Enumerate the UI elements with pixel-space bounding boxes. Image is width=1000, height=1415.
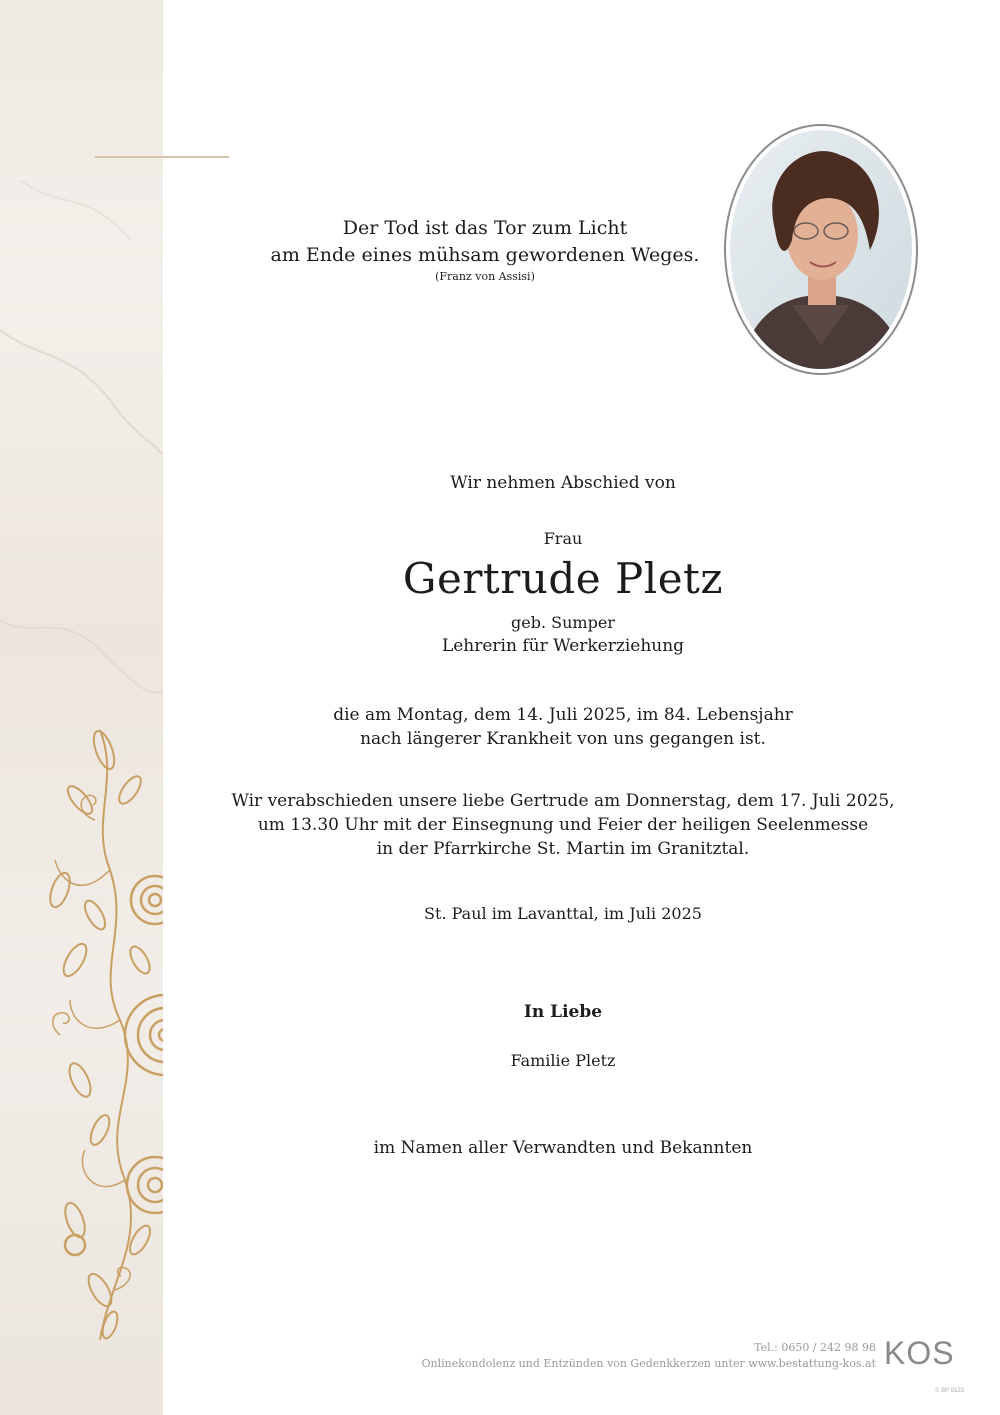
portrait-photo <box>724 124 918 375</box>
deceased-name: Gertrude Pletz <box>402 554 724 603</box>
quote-line-1: Der Tod ist das Tor zum Licht <box>342 217 628 239</box>
family-name: Familie Pletz <box>510 1051 616 1070</box>
footer-online-link[interactable]: Onlinekondolenz und Entzünden von Gedenkkerzen unter www.bestattung-kos.at <box>421 1357 876 1370</box>
cross-line <box>95 156 229 158</box>
place-date: St. Paul im Lavanttal, im Juli 2025 <box>424 904 702 923</box>
decorative-sidebar <box>0 0 163 1415</box>
farewell-text <box>163 789 963 861</box>
death-line-2: nach längerer Krankheit von uns gegangen ist. <box>360 729 766 749</box>
portrait-image <box>730 130 912 369</box>
salutation: Frau <box>543 529 583 548</box>
relatives-text: im Namen aller Verwandten und Bekannten <box>373 1138 753 1158</box>
quote-block <box>270 215 700 284</box>
quote-line-2: am Ende eines mühsam gewordenen Weges. <box>270 244 700 266</box>
print-code: © BP 9123 <box>935 1388 964 1394</box>
footer-info <box>422 1340 877 1372</box>
death-text <box>163 703 963 751</box>
maiden-name: geb. Sumper <box>511 613 615 632</box>
quote-source: (Franz von Assisi) <box>435 270 535 283</box>
kos-logo: KOS <box>884 1335 955 1371</box>
closing-text: In Liebe <box>523 1002 603 1022</box>
intro-text: Wir nehmen Abschied von <box>450 473 676 493</box>
farewell-line-3: in der Pfarrkirche St. Martin im Granitztal. <box>376 839 750 859</box>
footer-phone: Tel.: 0650 / 242 98 98 <box>754 1341 876 1354</box>
farewell-line-2: um 13.30 Uhr mit der Einsegnung und Feier der heiligen Seelenmesse <box>257 815 869 835</box>
profession: Lehrerin für Werkerziehung <box>441 636 685 656</box>
rose-ornament-icon <box>0 0 163 1415</box>
death-line-1: die am Montag, dem 14. Juli 2025, im 84. Lebensjahr <box>333 705 793 725</box>
farewell-line-1: Wir verabschieden unsere liebe Gertrude am Donnerstag, dem 17. Juli 2025, <box>231 791 895 811</box>
